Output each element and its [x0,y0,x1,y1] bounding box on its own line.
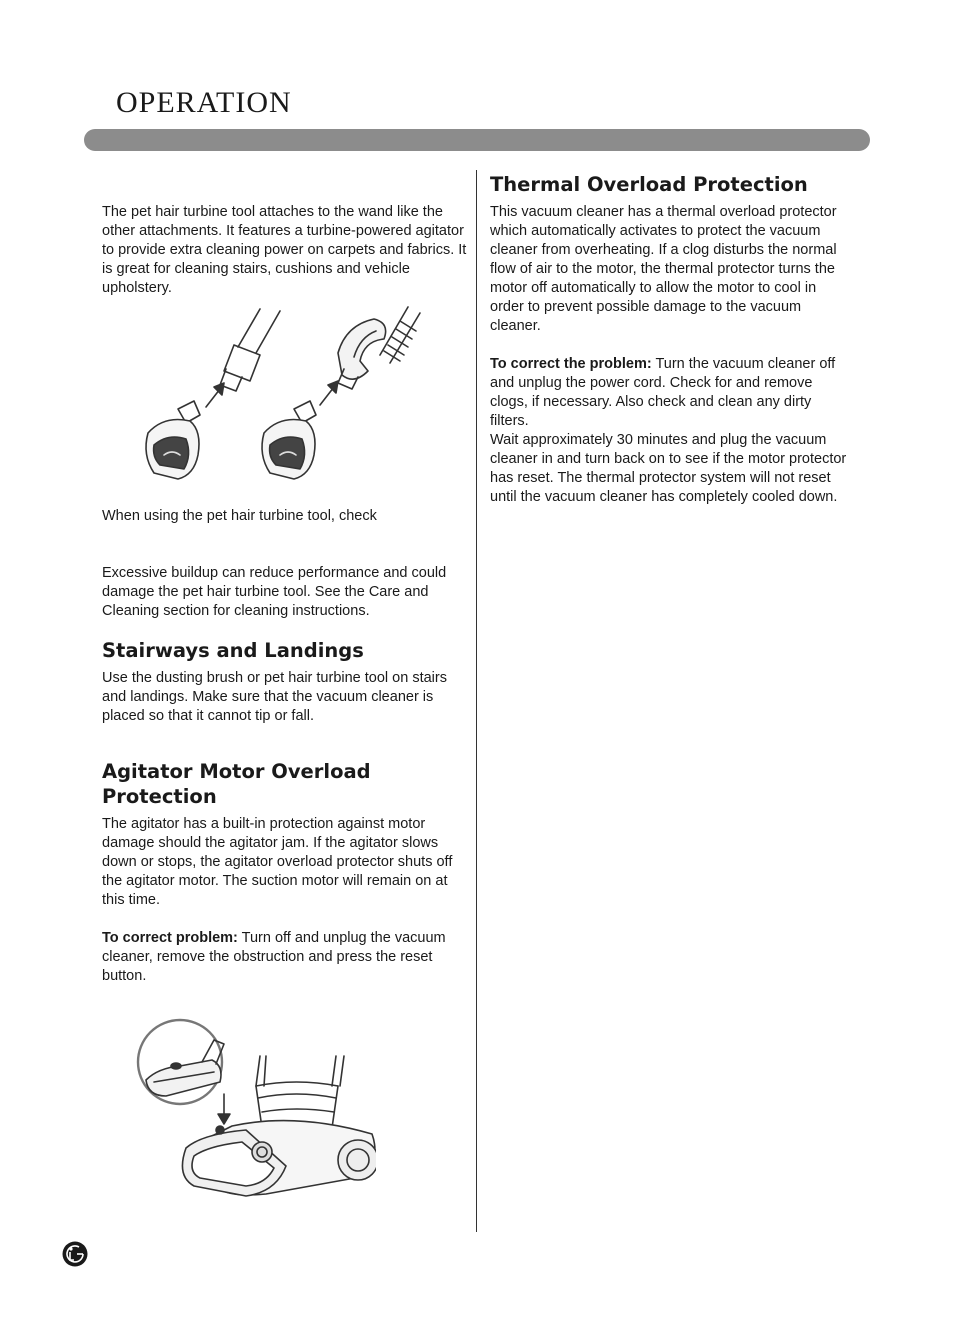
thermal-correct-body: Turn the vacuum cleaner off and unplug the power cord. Check for and remove clogs, if necessary. Also check and clean any dirty filters. [490,356,836,429]
pet-hair-turbine-attach-icon [138,305,428,490]
turbine-intro-text: The pet hair turbine tool attaches to the wand like the other attachments. It features a turbine-powered agitator to provide extra cleaning power on carpets and fabrics. It is great for cleaning stairs, cushions and vehicle upholstery. [102,204,467,296]
thermal-text: This vacuum cleaner has a thermal overload protector which automatically activates to protect the vacuum cleaner from overheating. If a clog disturbs the normal flow of air to the motor, the thermal protector turns the motor off automatically to allow the motor to cool in order to prevent possible damage to the vacuum cleaner. [490,204,837,334]
page-title: OPERATION [116,86,292,119]
agitator-correct-body: Turn off and unplug the vacuum cleaner, remove the obstruction and press the reset button. [102,930,446,984]
stairways-text: Use the dusting brush or pet hair turbine tool on stairs and landings. Make sure that the vacuum cleaner is placed so that it cannot tip or fall. [102,670,447,724]
agitator-correct-text [102,929,470,986]
thermal-correct-text [490,355,850,431]
thermal-correct-lead: To correct the problem: [490,356,652,372]
thermal-heading: Thermal Overload Protection [490,173,808,196]
title-bar [84,129,870,151]
stairways-heading: Stairways and Landings [102,639,364,662]
buildup-warning-text: Excessive buildup can reduce performance and could damage the pet hair turbine tool. See the Care and Cleaning section for cleaning instructions. [102,565,447,619]
agitator-text: The agitator has a built-in protection against motor damage should the agitator jam. If the agitator slows down or stops, the agitator overload protector shuts off the agitator motor. The suction motor will remain on at this time. [102,816,453,908]
agitator-reset-button-icon [136,1016,376,1206]
thermal-wait-text: Wait approximately 30 minutes and plug the vacuum cleaner in and turn back on to see if the motor protector has reset. The thermal protector system will not reset until the vacuum cleaner has completely cooled down. [490,432,847,505]
agitator-correct-lead: To correct problem: [102,930,238,946]
agitator-heading: Agitator Motor Overload Protection [102,760,371,808]
turbine-check-text: When using the pet hair turbine tool, check [102,508,377,524]
lg-logo-icon [62,1241,88,1267]
column-divider [476,170,477,1232]
